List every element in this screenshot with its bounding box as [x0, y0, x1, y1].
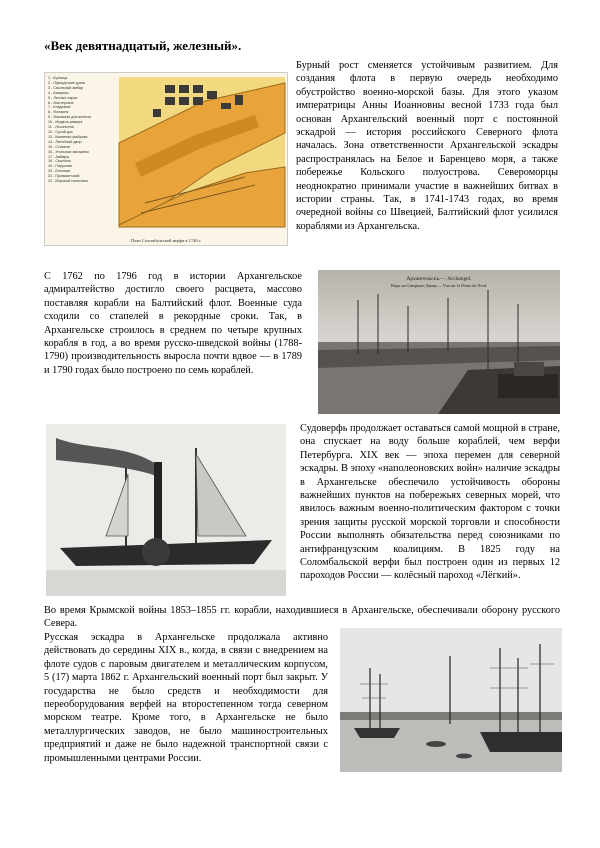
paragraph-naval-base: Бурный рост сменяется устойчивым развитием. Для создания флота в первую очередь необходимо обустройство военно-морской базы. Для этого указом императрицы Анны Иоанновны весной 1733 года был основан Архангельский военный порт с постоянной эскадрой — история российского Северного флота началась. Зона ответственности Архангельской эскадры распространялась на Белое и Баренцево моря, а также побережье Кольского полуострова. Североморцы неоднократно принимали участие в важнейших битвах в истории страны. Так, в 1741-1743 годах, во время очередной войны со Швецией, Балтийский флот усилился кораблями из Архангельска. [296, 60, 558, 232]
map-caption: План Соломбальской верфи в 1746 г. [130, 238, 202, 243]
map-legend-item: 8 - Фонарня [48, 110, 69, 115]
paragraph-nineteenth-century: Судоверфь продолжает оставаться самой мощной в стране, она спускает на воду больше кораблей, чем верфи Петербурга. XIX век — эпоха перемен для северной эскадры. В эпоху «наполеоновских войн» наличие эскадры в Архангельске обеспечило устойчивость обороны важнейших пунктов на побережьях северных морей, что явилось важным военно-политическим фактором с точки зрения защиты русской морской торговли и способности России выполнять обязательства перед союзниками по антифранцузским коалициям. В 1825 году на Соломбальской верфи был построен один из первых 12 пароходов России — колёсный пароход «Лёгкий». [300, 423, 560, 582]
map-legend-item: 14 - Литейный двор [48, 139, 82, 144]
map-legend-item: 1 - Кузница [48, 76, 68, 80]
harbor-photo-caption-line1: Архангельскъ.— Archangel. [406, 276, 472, 282]
harbor-photo [318, 270, 560, 414]
map-legend [48, 76, 118, 184]
map-legend-item: 19 - Парусная [48, 164, 72, 169]
map-legend-item: 20 - Блочная [48, 169, 70, 174]
map-legend-item: 13 - Канатная фабрика [48, 134, 88, 139]
map-legend-item: 2 - Офицерские дома [48, 80, 85, 85]
map-legend-item: 18 - Смольня [48, 159, 71, 164]
paragraph-crimean-war: Во время Крымской войны 1853–1855 гг. корабли, находившиеся в Архангельске, обеспечивали оборону русского Севера. [44, 605, 560, 630]
map-legend-item: 10 - Модель-камора [48, 120, 83, 125]
shipyard-map-figure [44, 72, 288, 246]
map-legend-item: 9 - Магазины для железа [48, 115, 91, 120]
map-legend-item: 5 - Лесные сараи [48, 95, 78, 100]
map-legend-item: 15 - Стапели [48, 144, 70, 149]
page-title: «Век девятнадцатый, железный». [44, 38, 242, 53]
harbor-photo-caption-line2: Видъ на Северную Двину.— Vue sur la Dvina du Nord. [390, 283, 488, 288]
map-legend-item: 3 - Смольный амбар [48, 85, 84, 90]
map-legend-item: 7 - Кладовые [48, 105, 71, 110]
paddle-steamer-photo [46, 424, 286, 596]
map-legend-item: 21 - Провиантский [48, 174, 80, 179]
map-legend-item: 6 - Мастерские [48, 100, 74, 105]
paragraph-admiralty: С 1762 по 1796 год в истории Архангельское адмиралтейство достигло своего расцвета, массово поставляя корабли на Балтийский флот. Военные суда сходили со стапелей в рекордные сроки. Так, в Архангельске строилось в среднем по четыре крупных корабля в год, а во время русско-шведской войны (1788-1790) производительность выросла почти вдвое — в 1789 и 1790 годах было построено по семь кораблей. [44, 271, 302, 376]
map-legend-item: 11 - Лесопилня [48, 125, 74, 130]
map-legend-item: 22 - Морской госпиталь [48, 179, 89, 184]
sailing-ships-photo [340, 628, 562, 772]
map-legend-item: 17 - Амбары [48, 154, 70, 159]
map-legend-item: 16 - Угольные магазины [48, 149, 89, 154]
paragraph-port-closed: Русская эскадра в Архангельске продолжала активно действовать до середины XIX в., когда, в связи с внедрением на флоте судов с паровым двигателем и металлическим корпусом, 5 (17) марта 1862 г. Архангельский военный порт был закрыт. У государства не было средств и необходимости для переоборудования верфей на второстепенном тогда северном морском театре. Кроме того, в Архангельске не было металлургических заводов, не было машиностроительных предприятий и даже не было надежной транспортной связи с промышленными центрами России. [44, 632, 328, 764]
map-legend-item: 4 - Казармы [48, 90, 69, 95]
map-legend-item: 12 - Сухой док [48, 129, 73, 134]
